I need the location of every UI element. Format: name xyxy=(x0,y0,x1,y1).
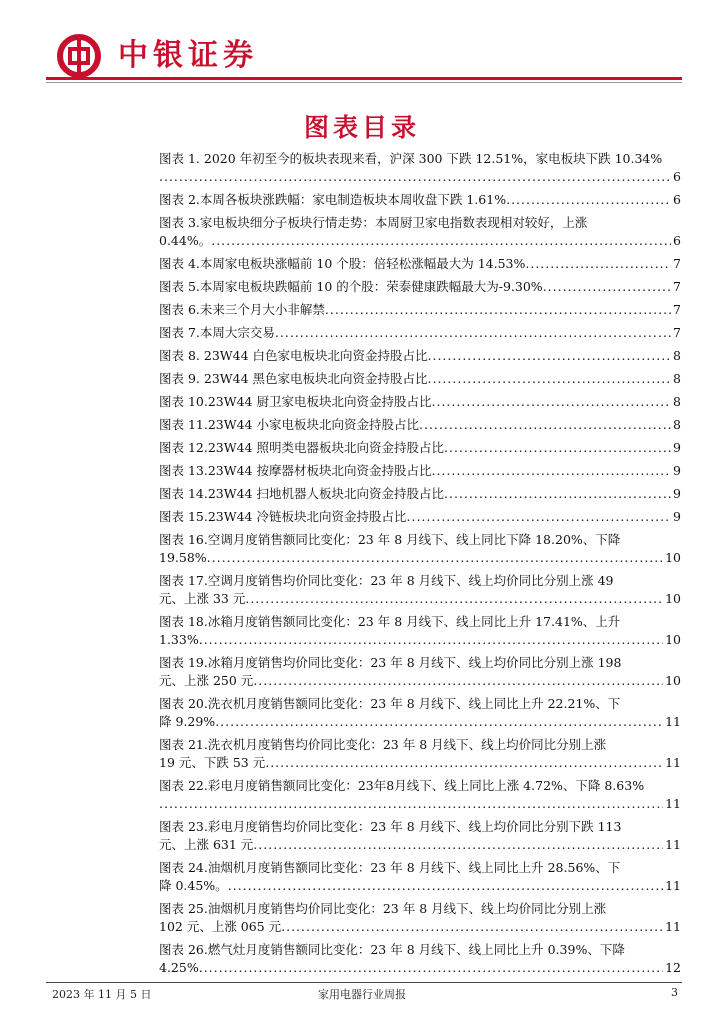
table-of-figures xyxy=(159,150,681,982)
toc-page-number: 11 xyxy=(665,919,681,934)
page-title: 图表目录 xyxy=(303,113,420,142)
toc-entry-text: 4.25% xyxy=(159,960,199,975)
toc-entry-leader-line xyxy=(159,549,681,567)
toc-entry-text: 图表 16.空调月度销售额同比变化：23 年 8 月线下、线上同比下降 18.20%、下降 xyxy=(159,532,621,547)
toc-entry-text: 1.33% xyxy=(159,632,199,647)
dot-leader xyxy=(215,713,663,731)
toc-entry-leader-line xyxy=(159,918,681,936)
toc-entry[interactable] xyxy=(159,347,681,365)
dot-leader xyxy=(428,370,672,388)
toc-entry-leader-line xyxy=(159,959,681,977)
dot-leader xyxy=(159,795,663,813)
dot-leader xyxy=(281,918,663,936)
bank-of-china-logo-icon xyxy=(56,33,102,79)
toc-entry-text: 图表 22.彩电月度销售额同比变化：23年8月线下、线上同比上涨 4.72%、下降 8.63% xyxy=(159,778,645,793)
toc-entry[interactable] xyxy=(159,214,681,250)
toc-entry-leader-line xyxy=(159,278,681,296)
toc-page-number: 11 xyxy=(665,837,681,852)
toc-entry-leader-line xyxy=(159,508,681,526)
toc-entry-leader-line xyxy=(159,168,681,186)
toc-page-number: 9 xyxy=(673,440,681,455)
dot-leader xyxy=(325,301,671,319)
header-rule xyxy=(46,77,682,80)
toc-entry[interactable] xyxy=(159,255,681,273)
toc-page-number: 12 xyxy=(665,960,681,975)
toc-page-number: 9 xyxy=(673,463,681,478)
toc-entry-text: 图表 1. 2020 年初至今的板块表现来看，沪深 300 下跌 12.51%，家电板块下跌 10.34% xyxy=(159,151,663,166)
toc-entry-leader-line xyxy=(159,754,681,772)
toc-entry-text: 图表 4.本周家电板块涨幅前 10 个股：倍轻松涨幅最大为 14.53% xyxy=(159,256,526,271)
dot-leader xyxy=(207,549,663,567)
dot-leader xyxy=(432,393,672,411)
toc-entry-leader-line xyxy=(159,324,681,342)
toc-entry[interactable] xyxy=(159,191,681,209)
toc-page-number: 8 xyxy=(673,371,681,386)
toc-entry-leader-line xyxy=(159,877,681,895)
toc-page-number: 6 xyxy=(673,233,681,248)
toc-entry-text: 元、上涨 33 元 xyxy=(159,591,246,606)
toc-entry-text: 元、上涨 631 元 xyxy=(159,837,254,852)
toc-page-number: 11 xyxy=(665,714,681,729)
toc-entry-text: 图表 19.冰箱月度销售均价同比变化：23 年 8 月线下、线上均价同比分别上涨 198 xyxy=(159,655,622,670)
toc-entry-text: 图表 5.本周家电板块跌幅前 10 的个股：荣泰健康跌幅最大为-9.30% xyxy=(159,279,543,294)
toc-page-number: 7 xyxy=(673,256,681,271)
toc-entry-text: 图表 25.油烟机月度销售均价同比变化：23 年 8 月线下、线上均价同比分别上涨 xyxy=(159,901,607,916)
toc-page-number: 10 xyxy=(665,591,681,606)
page-number: 3 xyxy=(671,986,678,999)
toc-entry-leader-line xyxy=(159,232,681,250)
toc-page-number: 8 xyxy=(673,348,681,363)
toc-entry-leader-line xyxy=(159,672,681,690)
toc-entry-leader-line xyxy=(159,485,681,503)
toc-entry[interactable] xyxy=(159,508,681,526)
toc-entry[interactable] xyxy=(159,736,681,772)
toc-entry-text: 降 9.29% xyxy=(159,714,216,729)
toc-entry-text: 图表 9. 23W44 黑色家电板块北向资金持股占比 xyxy=(159,371,428,386)
toc-entry[interactable] xyxy=(159,695,681,731)
toc-entry-leader-line xyxy=(159,462,681,480)
toc-page-number: 11 xyxy=(665,755,681,770)
toc-entry[interactable] xyxy=(159,301,681,319)
toc-entry-text: 图表 6.未来三个月大小非解禁 xyxy=(159,302,325,317)
toc-entry-text: 图表 2.本周各板块涨跌幅：家电制造板块本周收盘下跌 1.61% xyxy=(159,192,507,207)
toc-entry-text: 图表 11.23W44 小家电板块北向资金持股占比 xyxy=(159,417,419,432)
toc-entry-leader-line xyxy=(159,255,681,273)
toc-page-number: 11 xyxy=(665,796,681,811)
toc-page-number: 8 xyxy=(673,417,681,432)
toc-entry-leader-line xyxy=(159,795,681,813)
toc-entry[interactable] xyxy=(159,777,681,813)
toc-entry[interactable] xyxy=(159,462,681,480)
toc-entry-text: 图表 14.23W44 扫地机器人板块北向资金持股占比 xyxy=(159,486,444,501)
toc-entry-text: 元、上涨 250 元 xyxy=(159,673,254,688)
toc-entry-text: 图表 26.燃气灶月度销售额同比变化：23 年 8 月线下、线上同比上升 0.39%、下降 xyxy=(159,942,625,957)
dot-leader xyxy=(199,631,663,649)
toc-page-number: 10 xyxy=(665,632,681,647)
toc-page-number: 6 xyxy=(673,192,681,207)
toc-entry-text: 降 0.45%。 xyxy=(159,878,228,893)
dot-leader xyxy=(253,836,663,854)
toc-entry[interactable] xyxy=(159,818,681,854)
dot-leader xyxy=(228,877,663,895)
dot-leader xyxy=(407,508,672,526)
dot-leader xyxy=(211,232,671,250)
toc-page-number: 11 xyxy=(665,878,681,893)
toc-entry-text: 102 元、上涨 065 元 xyxy=(159,919,282,934)
toc-entry[interactable] xyxy=(159,572,681,608)
toc-entry[interactable] xyxy=(159,900,681,936)
toc-entry[interactable] xyxy=(159,370,681,388)
toc-entry[interactable] xyxy=(159,150,681,186)
toc-page-number: 6 xyxy=(673,169,681,184)
toc-entry-text: 图表 23.彩电月度销售均价同比变化：23 年 8 月线下、线上均价同比分别下跌 113 xyxy=(159,819,622,834)
dot-leader xyxy=(525,255,671,273)
toc-entry-leader-line xyxy=(159,393,681,411)
dot-leader xyxy=(506,191,671,209)
toc-entry-text: 图表 10.23W44 厨卫家电板块北向资金持股占比 xyxy=(159,394,432,409)
toc-page-number: 9 xyxy=(673,486,681,501)
toc-entry-text: 图表 7.本周大宗交易 xyxy=(159,325,275,340)
toc-entry[interactable] xyxy=(159,485,681,503)
dot-leader xyxy=(245,590,663,608)
toc-entry-leader-line xyxy=(159,439,681,457)
toc-page-number: 10 xyxy=(665,550,681,565)
toc-entry[interactable] xyxy=(159,531,681,567)
header-thin-rule xyxy=(46,82,682,83)
dot-leader xyxy=(444,439,671,457)
dot-leader xyxy=(543,278,671,296)
toc-entry[interactable] xyxy=(159,613,681,649)
footer-report-name: 家用电器行业周报 xyxy=(318,988,406,1001)
footer-date: 2023 年 11 月 5 日 xyxy=(52,988,152,1001)
toc-entry-text: 图表 18.冰箱月度销售额同比变化：23 年 8 月线下、线上同比上升 17.41%、上升 xyxy=(159,614,621,629)
toc-entry-leader-line xyxy=(159,347,681,365)
dot-leader xyxy=(265,754,663,772)
toc-entry-text: 图表 3.家电板块细分子板块行情走势：本周厨卫家电指数表现相对较好，上涨 xyxy=(159,215,588,230)
toc-entry-text: 图表 21.洗衣机月度销售均价同比变化：23 年 8 月线下、线上均价同比分别上涨 xyxy=(159,737,607,752)
toc-page-number: 9 xyxy=(673,509,681,524)
toc-entry[interactable] xyxy=(159,324,681,342)
toc-page-number: 7 xyxy=(673,279,681,294)
toc-entry[interactable] xyxy=(159,278,681,296)
dot-leader xyxy=(159,168,671,186)
footer-rule xyxy=(46,982,682,983)
toc-entry[interactable] xyxy=(159,416,681,434)
dot-leader xyxy=(428,347,672,365)
toc-entry-text: 图表 15.23W44 冷链板块北向资金持股占比 xyxy=(159,509,407,524)
toc-entry-text: 图表 12.23W44 照明类电器板块北向资金持股占比 xyxy=(159,440,444,455)
dot-leader xyxy=(419,416,671,434)
dot-leader xyxy=(275,324,671,342)
toc-entry-leader-line xyxy=(159,590,681,608)
dot-leader xyxy=(199,959,663,977)
toc-page-number: 7 xyxy=(673,302,681,317)
dot-leader xyxy=(444,485,671,503)
toc-entry-text: 图表 24.油烟机月度销售额同比变化：23 年 8 月线下、线上同比上升 28.56%、下 xyxy=(159,860,621,875)
toc-entry-leader-line xyxy=(159,301,681,319)
toc-entry-text: 19.58% xyxy=(159,550,207,565)
toc-entry-text: 19 元、下跌 53 元 xyxy=(159,755,266,770)
toc-entry-leader-line xyxy=(159,416,681,434)
toc-page-number: 10 xyxy=(665,673,681,688)
toc-entry[interactable] xyxy=(159,941,681,977)
toc-entry-text: 图表 13.23W44 按摩器材板块北向资金持股占比 xyxy=(159,463,432,478)
toc-entry-text: 图表 8. 23W44 白色家电板块北向资金持股占比 xyxy=(159,348,428,363)
toc-entry-text: 图表 17.空调月度销售均价同比变化：23 年 8 月线下、线上均价同比分别上涨 49 xyxy=(159,573,614,588)
dot-leader xyxy=(253,672,663,690)
toc-entry-leader-line xyxy=(159,713,681,731)
toc-entry-leader-line xyxy=(159,836,681,854)
toc-page-number: 8 xyxy=(673,394,681,409)
toc-entry-leader-line xyxy=(159,631,681,649)
toc-entry-leader-line xyxy=(159,191,681,209)
toc-entry-text: 0.44%。 xyxy=(159,233,212,248)
toc-entry[interactable] xyxy=(159,654,681,690)
brand-name: 中银证券 xyxy=(118,38,258,73)
toc-entry-leader-line xyxy=(159,370,681,388)
dot-leader xyxy=(432,462,672,480)
document-header xyxy=(46,30,682,80)
toc-entry-text: 图表 20.洗衣机月度销售额同比变化：23 年 8 月线下、线上同比上升 22.21%、下 xyxy=(159,696,621,711)
toc-page-number: 7 xyxy=(673,325,681,340)
toc-entry[interactable] xyxy=(159,859,681,895)
toc-entry[interactable] xyxy=(159,439,681,457)
toc-entry[interactable] xyxy=(159,393,681,411)
